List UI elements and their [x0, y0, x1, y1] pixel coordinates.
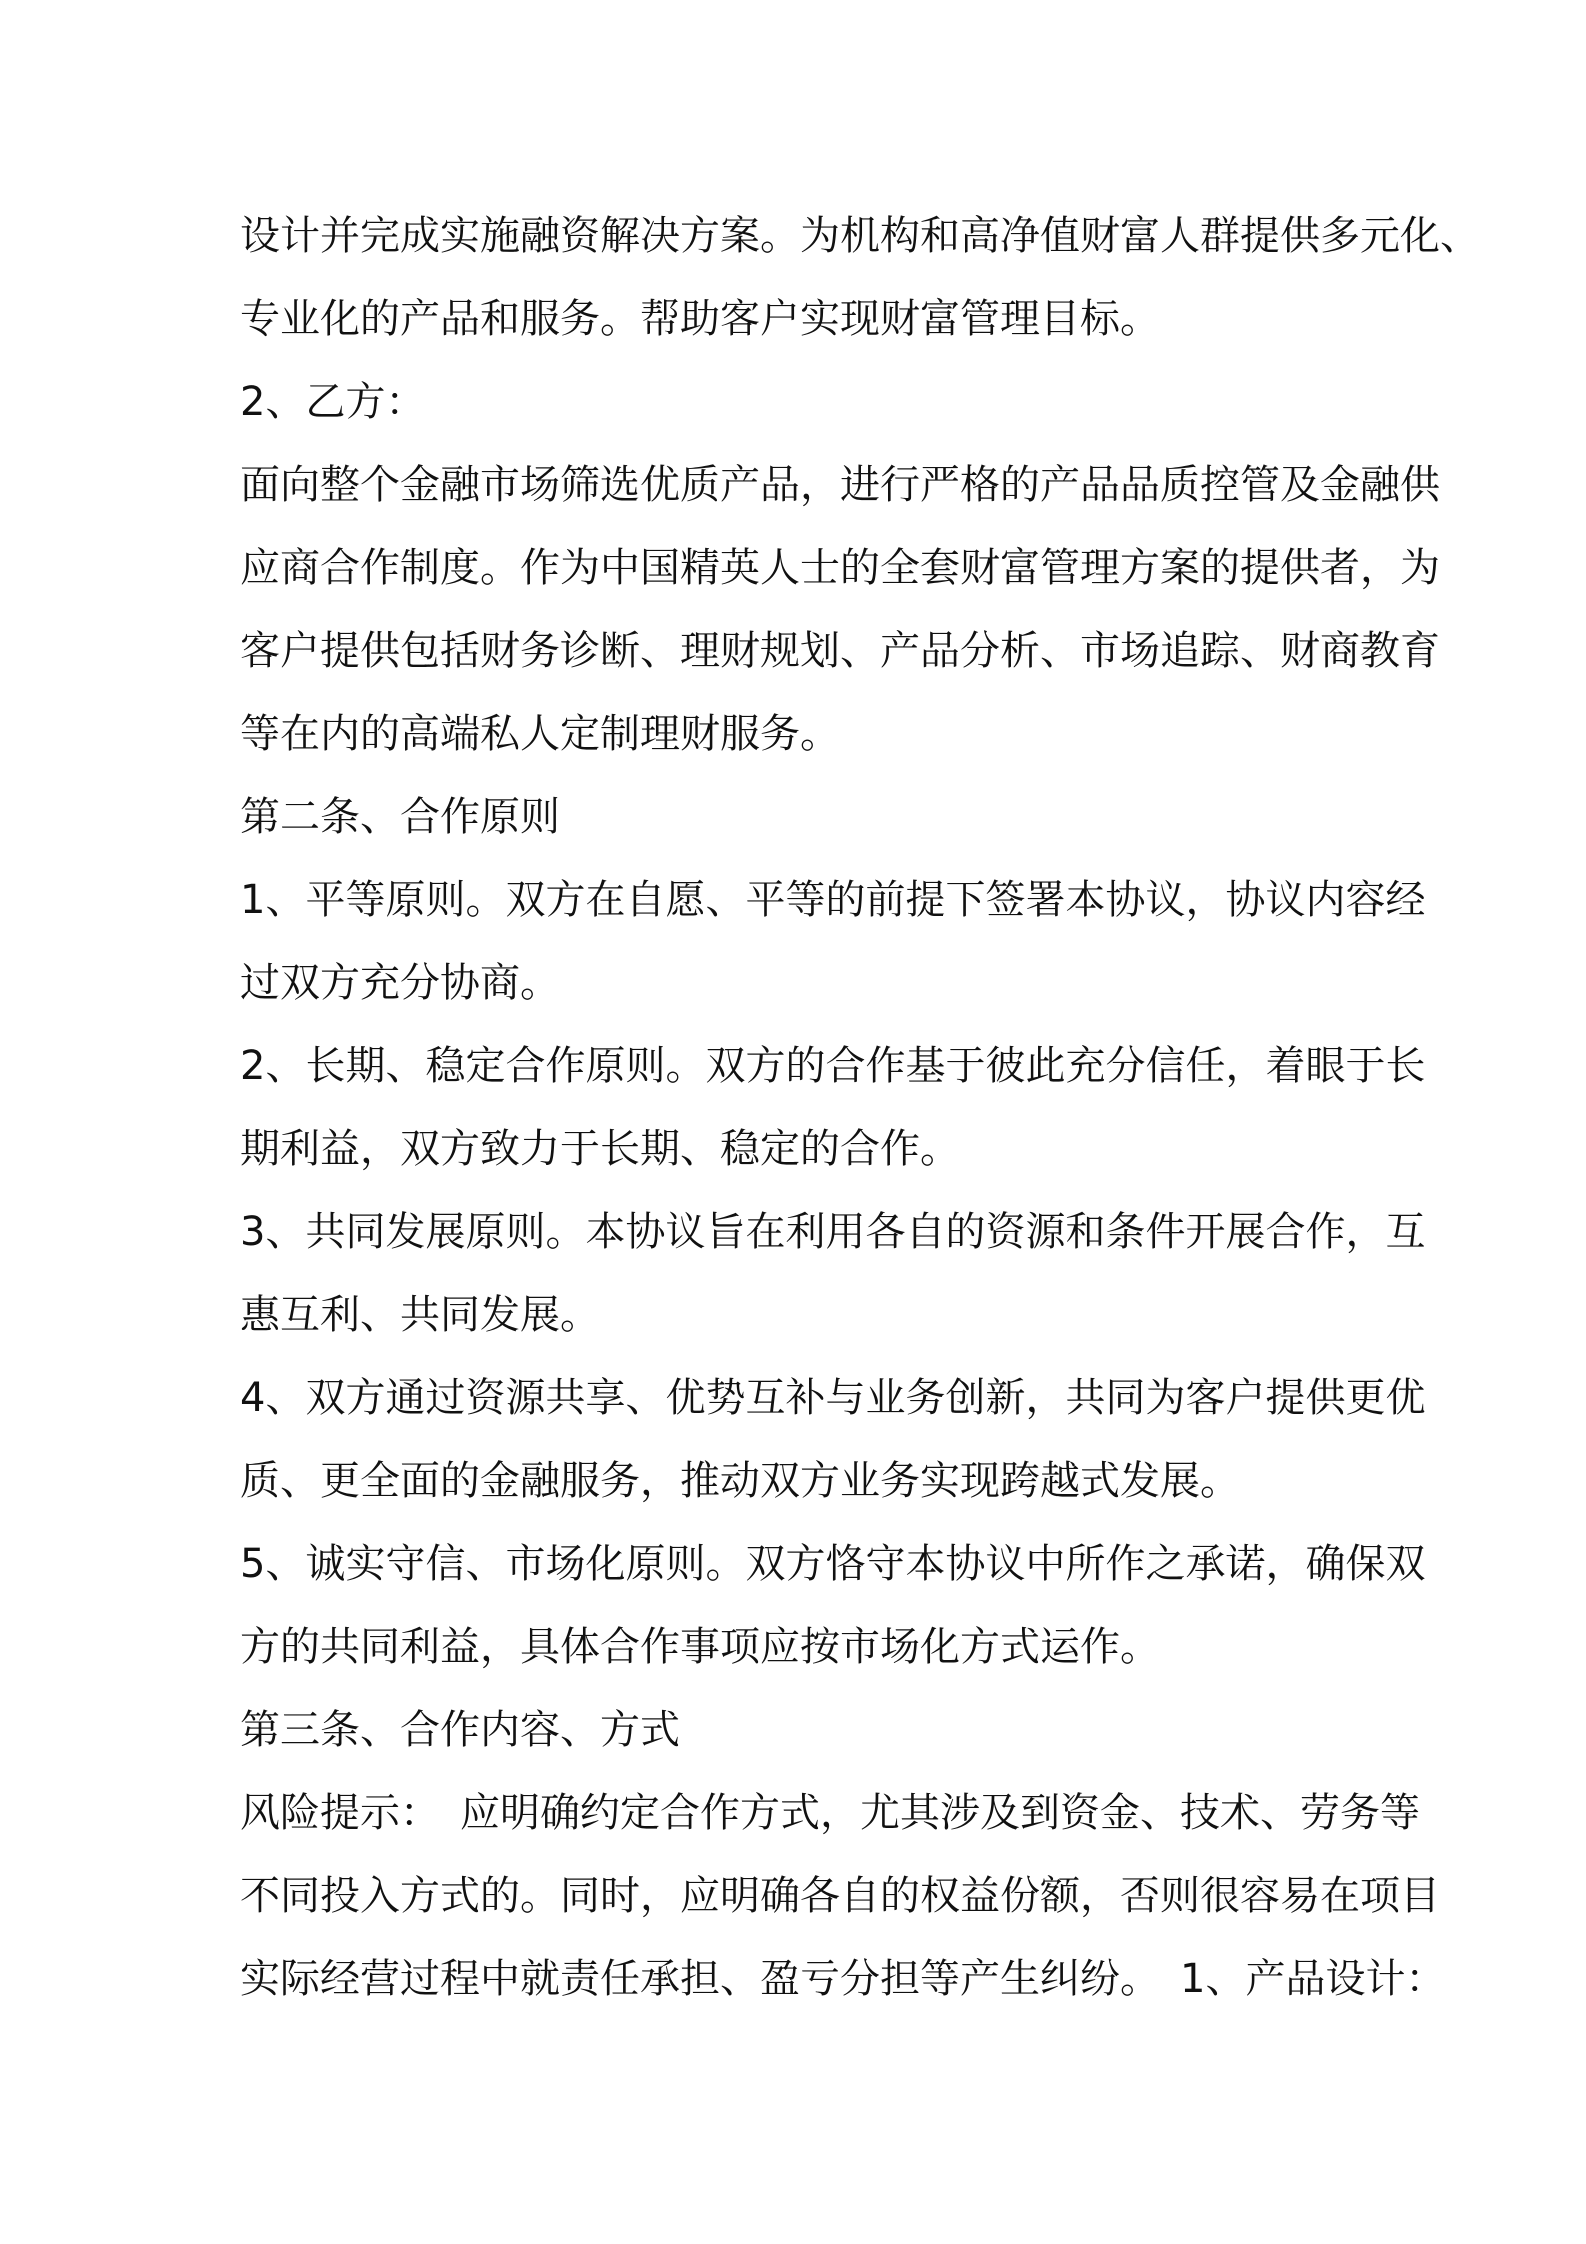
section-heading: 第二条、合作原则: [240, 794, 560, 840]
text-line: 实际经营过程中就责任承担、盈亏分担等产生纠纷。 1、产品设计：: [240, 1956, 1446, 2002]
text-line: 风险提示： 应明确约定合作方式，尤其涉及到资金、技术、劳务等: [240, 1790, 1420, 1836]
text-line: 设计并完成实施融资解决方案。为机构和高净值财富人群提供多元化、: [240, 213, 1480, 259]
text-line: 5、诚实守信、市场化原则。双方恪守本协议中所作之承诺，确保双: [240, 1541, 1426, 1587]
text-line: 1、平等原则。双方在自愿、平等的前提下签署本协议，协议内容经: [240, 877, 1426, 923]
document-page: [240, 195, 1480, 2021]
text-line: 等在内的高端私人定制理财服务。: [240, 711, 840, 757]
text-line: 不同投入方式的。同时，应明确各自的权益份额，否则很容易在项目: [240, 1873, 1440, 1919]
text-line: 过双方充分协商。: [240, 960, 560, 1006]
text-line: 2、长期、稳定合作原则。双方的合作基于彼此充分信任，着眼于长: [240, 1043, 1426, 1089]
text-line: 客户提供包括财务诊断、理财规划、产品分析、市场追踪、财商教育: [240, 628, 1440, 674]
text-line: 方的共同利益，具体合作事项应按市场化方式运作。: [240, 1624, 1160, 1670]
text-line: 4、双方通过资源共享、优势互补与业务创新，共同为客户提供更优: [240, 1375, 1426, 1421]
text-line: 专业化的产品和服务。帮助客户实现财富管理目标。: [240, 296, 1160, 342]
text-line: 惠互利、共同发展。: [240, 1292, 600, 1338]
text-line: 面向整个金融市场筛选优质产品，进行严格的产品品质控管及金融供: [240, 462, 1440, 508]
text-line: 2、乙方：: [240, 379, 426, 425]
section-heading: 第三条、合作内容、方式: [240, 1707, 680, 1753]
text-line: 质、更全面的金融服务，推动双方业务实现跨越式发展。: [240, 1458, 1240, 1504]
text-line: 应商合作制度。作为中国精英人士的全套财富管理方案的提供者，为: [240, 545, 1440, 591]
text-line: 3、共同发展原则。本协议旨在利用各自的资源和条件开展合作，互: [240, 1209, 1426, 1255]
text-line: 期利益，双方致力于长期、稳定的合作。: [240, 1126, 960, 1172]
